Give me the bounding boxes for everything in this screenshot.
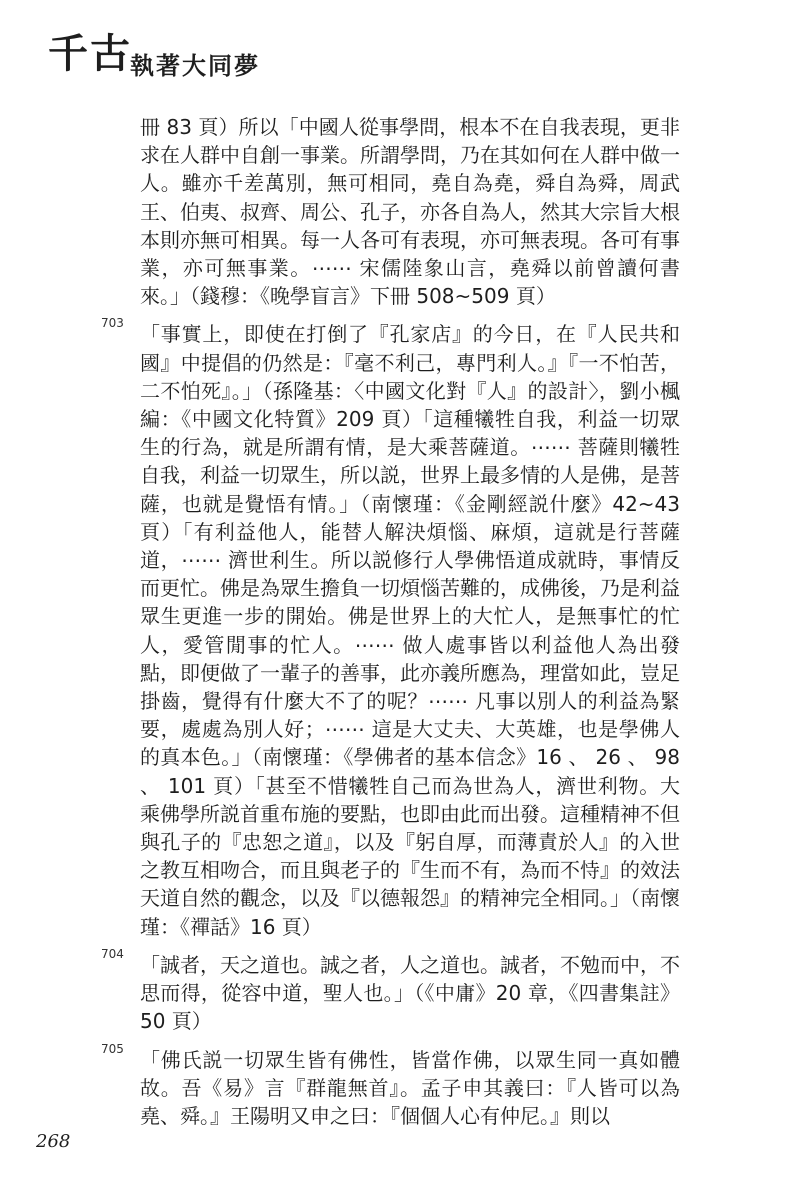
- footnote-703: [101, 316, 680, 940]
- paragraph-text: 「事實上，即使在打倒了『孔家店』的今日，在『人民共和國』中提倡的仍然是：『毫不利己，專門利人。』『一不怕苦，二不怕死』。」（孫隆基：〈中國文化對『人』的設計〉，劉小楓編：《中國文化特質》209 頁）「這種犧牲自我，利益一切眾生的行為，就是所謂有情，是大乘菩薩道。⋯⋯ 菩薩則犧牲自我，利益一切眾生，所以説，世界上最多情的人是佛，是菩薩，也就是覺悟有情。」（南懷瑾：《金剛經説什麼》42~43 頁）「有利益他人，能替人解決煩惱、麻煩，這就是行菩薩道，⋯⋯ 濟世利生。所以説修行人學佛悟道成就時，事情反而更忙。佛是為眾生擔負一切煩惱苦難的，成佛後，乃是利益眾生更進一步的開始。佛是世界上的大忙人，是無事忙的忙人，愛管閒事的忙人。⋯⋯ 做人處事皆以利益他人為出發點，即便做了一輩子的善事，此亦義所應為，理當如此，豈足掛齒，覺得有什麼大不了的呢？⋯⋯ 凡事以別人的利益為緊要，處處為別人好；⋯⋯ 這是大丈夫、大英雄，也是學佛人的真本色。」（南懷瑾：《學佛者的基本信念》16 、 26 、 98 、 101 頁）「甚至不惜犧牲自己而為世為人，濟世利物。大乘佛學所説首重布施的要點，也即由此而出發。這種精神不但與孔子的『忠恕之道』，以及『躬自厚，而薄責於人』的入世之教互相吻合，而且與老子的『生而不有，為而不恃』的效法天道自然的觀念，以及『以德報怨』的精神完全相同。」（南懷瑾：《禪話》16 頁）: [140, 322, 680, 939]
- footnote-number: 705: [101, 1041, 124, 1056]
- page-number: 268: [36, 1131, 71, 1152]
- footnote-704: [101, 946, 680, 1036]
- footnote-number: 703: [101, 316, 124, 331]
- continued-paragraph: [140, 113, 680, 310]
- paragraph-text: 冊 83 頁）所以「中國人從事學問，根本不在自我表現，更非求在人群中自創一事業。所謂學問，乃在其如何在人群中做一人。雖亦千差萬別，無可相同，堯自為堯，舜自為舜，周武王、伯夷、叔齊、周公、孔子，亦各自為人，然其大宗旨大根本則亦無可相異。每一人各可有表現，亦可無表現。各可有事業，亦可無事業。⋯⋯ 宋儒陸象山言，堯舜以前曾讀何書來。」（錢穆：《晚學盲言》下冊 508~509 頁）: [140, 115, 680, 309]
- footnote-number: 704: [101, 946, 124, 961]
- book-title-main: 千古: [48, 30, 132, 77]
- paragraph-text: 「誠者，天之道也。誠之者，人之道也。誠者，不勉而中，不思而得，從容中道，聖人也。」（《中庸》20 章，《四書集註》50 頁）: [140, 952, 680, 1034]
- book-title-sub: 執著大同夢: [130, 51, 260, 80]
- notes-body: [101, 113, 680, 1140]
- paragraph-text: 「佛氏説一切眾生皆有佛性，皆當作佛，以眾生同一真如體故。吾《易》言『群龍無首』。孟子申其義曰：『人皆可以為堯、舜。』王陽明又申之曰：『個個人心有仲尼。』則以: [140, 1047, 680, 1128]
- footnote-705: [101, 1041, 680, 1131]
